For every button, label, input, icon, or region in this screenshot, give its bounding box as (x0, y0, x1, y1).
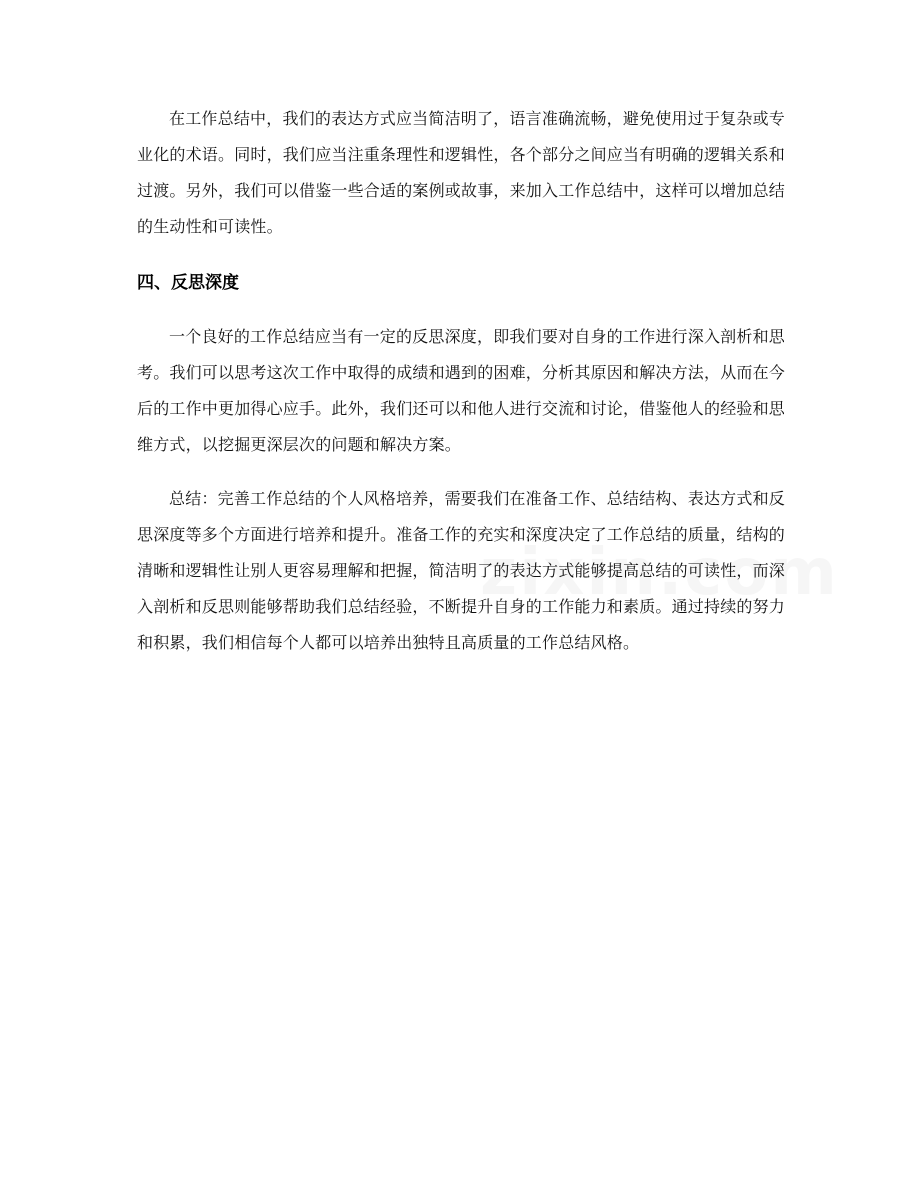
paragraph-expression: 在工作总结中，我们的表达方式应当简洁明了，语言准确流畅，避免使用过于复杂或专业化的术语。同时，我们应当注重条理性和逻辑性，各个部分之间应当有明确的逻辑关系和过渡。另外，我们可以借鉴一些合适的案例或故事，来加入工作总结中，这样可以增加总结的生动性和可读性。 (137, 109, 786, 236)
paragraph-summary: 总结：完善工作总结的个人风格培养，需要我们在准备工作、总结结构、表达方式和反思深度等多个方面进行培养和提升。准备工作的充实和深度决定了工作总结的质量，结构的清晰和逻辑性让别人更容易理解和把握，简洁明了的表达方式能够提高总结的可读性，而深入剖析和反思则能够帮助我们总结经验，不断提升自身的工作能力和素质。通过持续的努力和积累，我们相信每个人都可以培养出独特且高质量的工作总结风格。 (137, 489, 786, 652)
section-heading-reflection: 四、反思深度 (137, 273, 239, 293)
document-page (137, 101, 785, 661)
paragraph-reflection: 一个良好的工作总结应当有一定的反思深度，即我们要对自身的工作进行深入剖析和思考。我们可以思考这次工作中取得的成绩和遇到的困难，分析其原因和解决方法，从而在今后的工作中更加得心应手。此外，我们还可以和他人进行交流和讨论，借鉴他人的经验和思维方式，以挖掘更深层次的问题和解决方案。 (137, 327, 786, 454)
